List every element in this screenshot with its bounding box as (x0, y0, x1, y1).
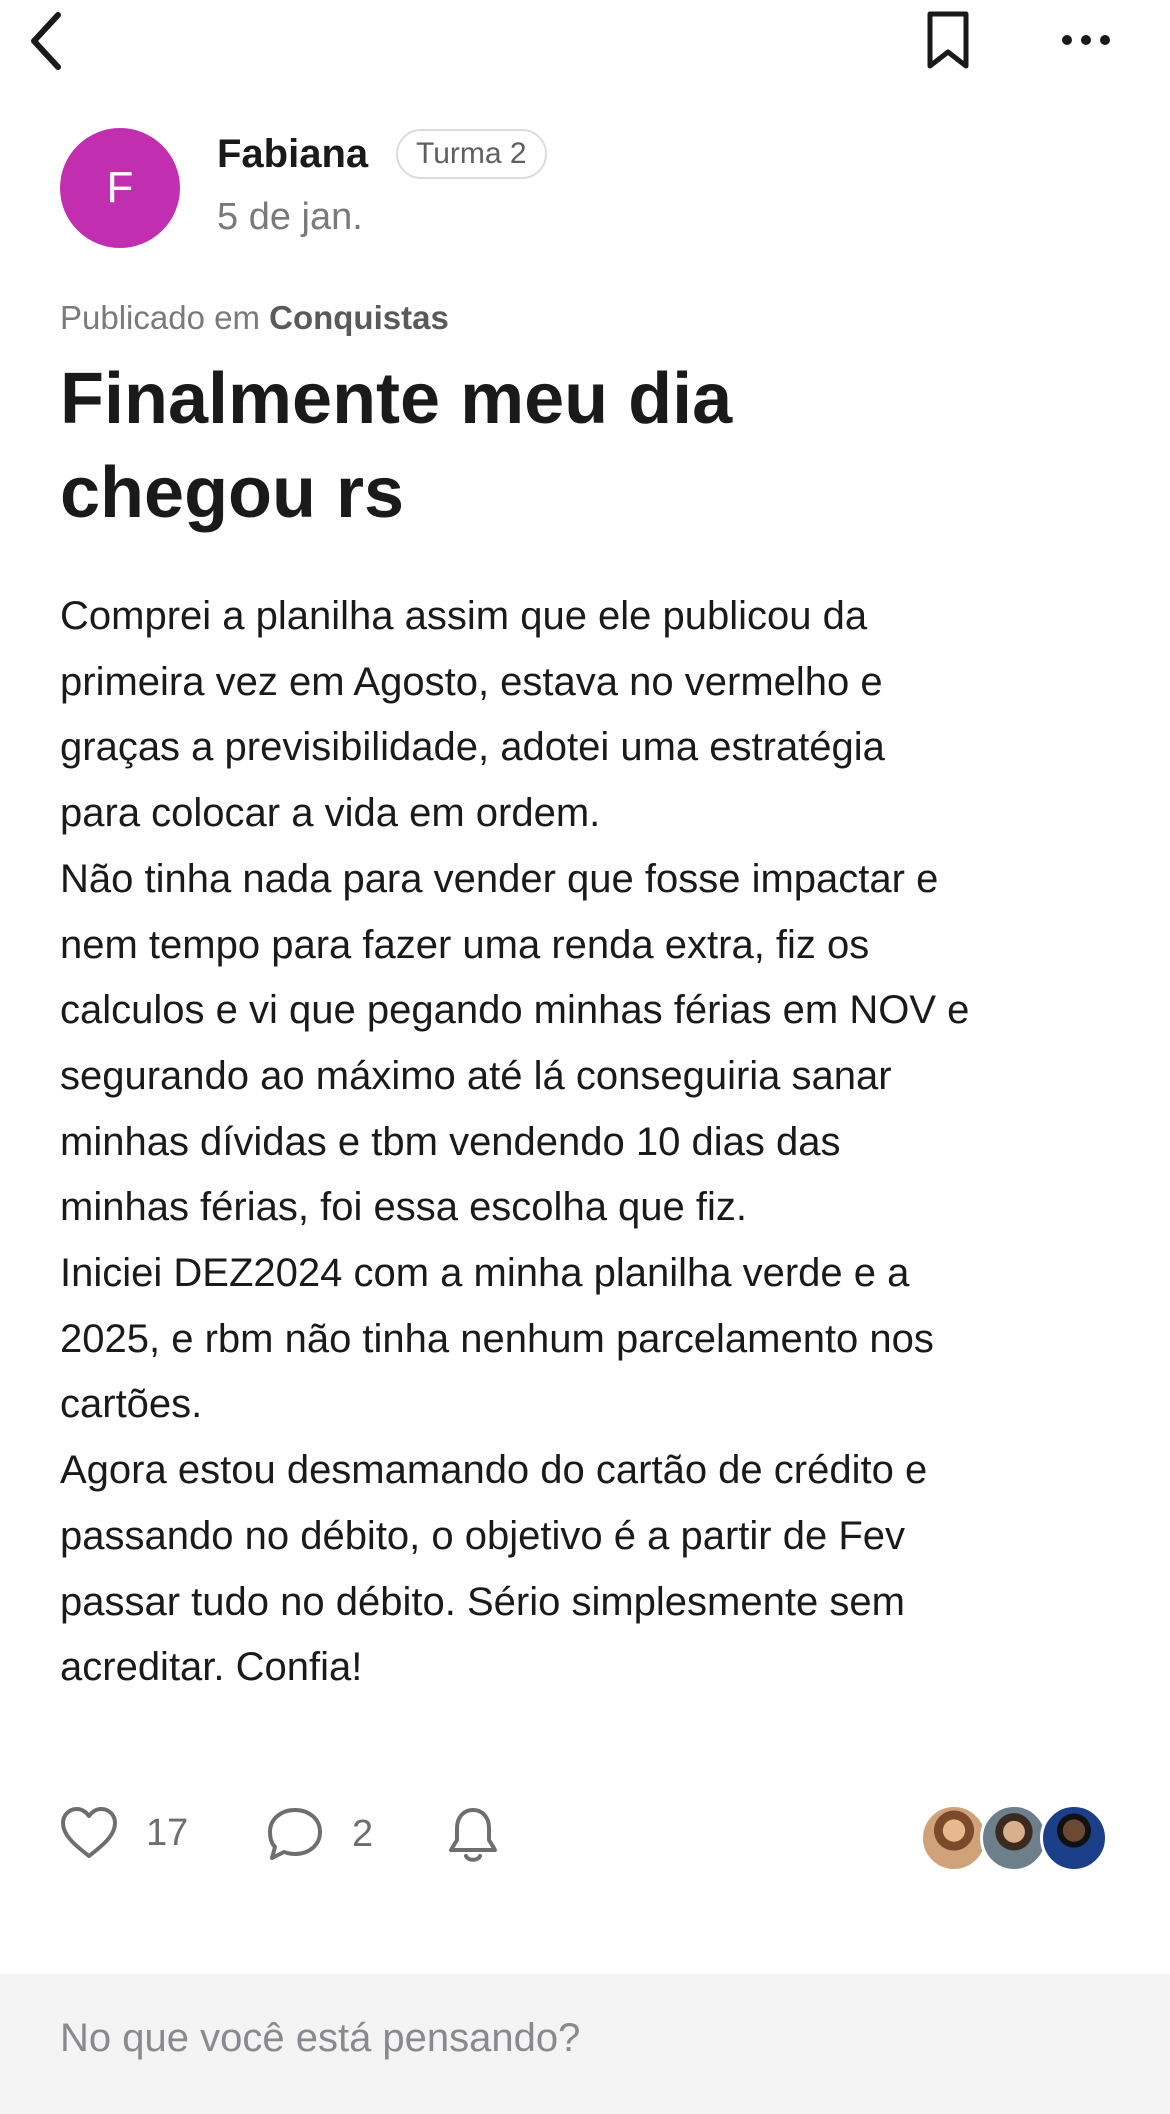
post-body-line: nem tempo para fazer uma renda extra, fiz os (60, 922, 870, 967)
author-name[interactable]: Fabiana (217, 132, 369, 176)
author-initial: F (106, 163, 134, 212)
reactor-avatar (980, 1804, 1048, 1872)
post-body-line: passar tudo no débito. Sério simplesmente sem (60, 1579, 905, 1624)
reactor-avatar (1040, 1804, 1108, 1872)
author-avatar[interactable] (60, 128, 180, 248)
reactor-avatar (920, 1804, 988, 1872)
category-line (60, 298, 449, 338)
category-link[interactable]: Conquistas (269, 299, 449, 336)
post-body-line: passando no débito, o objetivo é a partir de Fev (60, 1513, 905, 1558)
post-body-line: Comprei a planilha assim que ele publicou da (60, 594, 868, 638)
post-body-line: Agora estou desmamando do cartão de crédito e (60, 1448, 928, 1493)
post-title-line: Finalmente meu dia (60, 359, 733, 439)
post-body-line: segurando ao máximo até lá conseguiria sanar (60, 1053, 892, 1098)
comment-count: 2 (352, 1812, 374, 1855)
post-body-line: para colocar a vida em ordem. (60, 791, 601, 836)
chevron-left-icon (26, 11, 66, 71)
like-count: 17 (146, 1811, 189, 1854)
post-body-line: 2025, e rbm não tinha nenhum parcelamento nos (60, 1316, 934, 1361)
reactor-avatars[interactable] (920, 1804, 1110, 1874)
post-body-line: primeira vez em Agosto, estava no vermelho e (60, 659, 883, 704)
notify-button[interactable] (446, 1806, 500, 1864)
post-title (60, 352, 1120, 540)
post-date: 5 de jan. (217, 196, 363, 238)
post-body-line: minhas dívidas e tbm vendendo 10 dias das (60, 1119, 841, 1164)
group-badge: Turma 2 (396, 129, 547, 179)
post-title-line: chegou rs (60, 453, 405, 533)
post-body-line: cartões. (60, 1382, 203, 1427)
comment-button[interactable] (266, 1806, 373, 1862)
back-button[interactable] (18, 6, 74, 76)
bookmark-button[interactable] (920, 4, 976, 76)
post-body-line: Iniciei DEZ2024 com a minha planilha verde e a (60, 1251, 910, 1296)
more-horizontal-icon (1060, 33, 1112, 47)
post-body-line: graças a previsibilidade, adotei uma estratégia (60, 725, 885, 770)
comment-input[interactable] (60, 2008, 1110, 2068)
post-body (60, 584, 1130, 1701)
more-options-button[interactable] (1056, 12, 1116, 68)
post-body-line: acreditar. Confia! (60, 1645, 363, 1690)
comment-bubble-icon (266, 1806, 324, 1862)
like-button[interactable] (60, 1806, 188, 1860)
post-actions (0, 1798, 1170, 1878)
heart-icon (60, 1806, 118, 1860)
top-bar (0, 0, 1170, 84)
bookmark-icon (924, 8, 972, 72)
post-body-line: minhas férias, foi essa escolha que fiz. (60, 1185, 748, 1230)
category-prefix: Publicado em (60, 299, 260, 336)
post-body-line: calculos e vi que pegando minhas férias em NOV e (60, 988, 970, 1033)
bell-icon (446, 1806, 500, 1864)
comment-composer (0, 1974, 1170, 2114)
post-body-line: Não tinha nada para vender que fosse impactar e (60, 856, 939, 901)
